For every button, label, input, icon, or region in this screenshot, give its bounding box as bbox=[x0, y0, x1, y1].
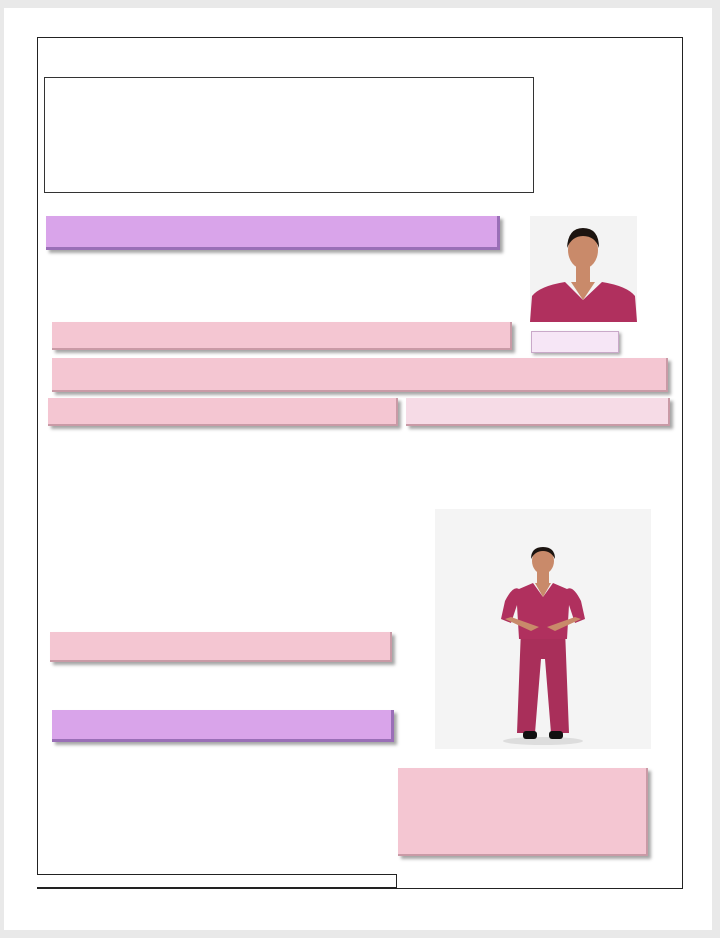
ref-badge bbox=[531, 331, 619, 353]
passport-header-bar bbox=[406, 398, 670, 426]
returned-stamp-box bbox=[44, 77, 534, 193]
headshot-illustration bbox=[530, 216, 637, 322]
full-name-bar bbox=[46, 216, 500, 250]
additional-info-box bbox=[398, 768, 648, 856]
headshot-photo bbox=[530, 216, 637, 322]
footer-line bbox=[37, 874, 397, 888]
full-body-illustration bbox=[435, 509, 651, 749]
whatsapp-bar bbox=[52, 322, 512, 350]
work-header-bar bbox=[52, 710, 394, 742]
full-body-photo bbox=[435, 509, 651, 749]
phone-bar bbox=[52, 358, 668, 392]
languages-header-bar bbox=[50, 632, 392, 662]
applicant-header-bar bbox=[48, 398, 398, 426]
